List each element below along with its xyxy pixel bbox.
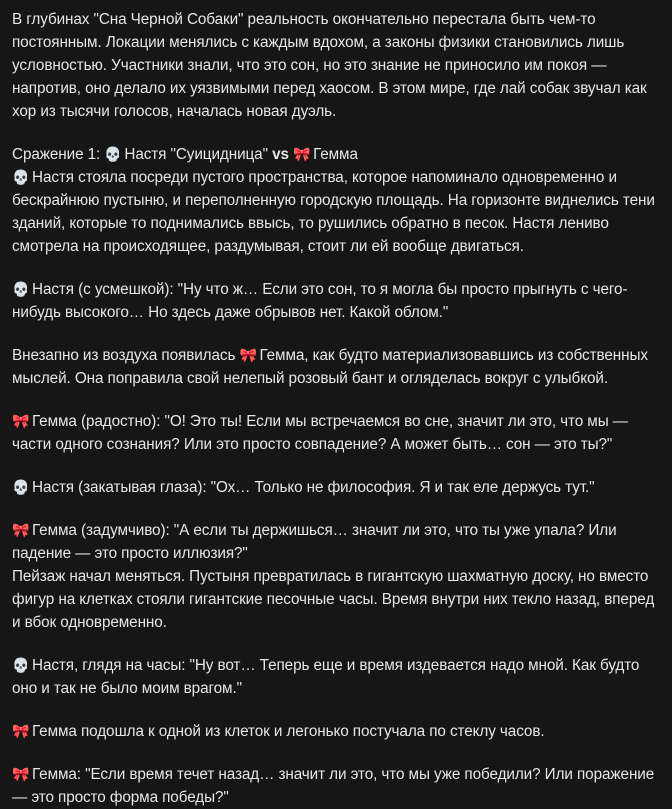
paragraph-5-text: Настя (закатывая глаза): "Ох… Только не философия. Я и так еле держусь тут." [32, 479, 595, 496]
paragraph-9-text: Гемма: "Если время течет назад… значит ли это, что мы уже победили? Или поражение — это просто форма победы?" [12, 766, 655, 806]
skull-icon: 💀 [104, 146, 122, 162]
paragraph-8-text: Гемма подошла к одной из клеток и легонько постучала по стеклу часов. [32, 723, 545, 740]
bow-icon: 🎀 [293, 146, 311, 162]
heading-left-name: Настя "Суицидница" [124, 146, 268, 163]
bow-icon: 🎀 [239, 347, 257, 363]
paragraph-4 [12, 410, 660, 456]
heading-right-name: Гемма [313, 146, 358, 163]
paragraph-5 [12, 476, 660, 499]
skull-icon: 💀 [12, 169, 30, 185]
bow-icon: 🎀 [12, 723, 30, 739]
paragraph-6-text: Гемма (задумчиво): "А если ты держишься… значит ли это, что ты уже упала? Или падение — это просто иллюзия?" [12, 522, 617, 562]
paragraph-7-text: Настя, глядя на часы: "Ну вот… Теперь еще и время издевается надо мной. Как будто оно и так не было моим врагом." [12, 657, 640, 697]
paragraph-1 [12, 166, 660, 258]
paragraph-2 [12, 278, 660, 324]
paragraph-3 [12, 344, 660, 390]
skull-icon: 💀 [12, 479, 30, 495]
bow-icon: 🎀 [12, 413, 30, 429]
paragraph-6 [12, 519, 660, 634]
bow-icon: 🎀 [12, 766, 30, 782]
paragraph-9 [12, 763, 660, 809]
paragraph-3-text-after: Гемма, как будто материализовавшись из собственных мыслей. Она поправила свой нелепый розовый бант и огляделась вокруг с улыбкой. [12, 347, 648, 387]
heading-vs: vs [272, 146, 289, 163]
heading-prefix: Сражение 1: [12, 146, 101, 163]
paragraph-4-text: Гемма (радостно): "О! Это ты! Если мы встречаемся во сне, значит ли это, что мы — части одного сознания? Или это просто совпадение? А может быть… сон — это ты?" [12, 413, 628, 453]
paragraph-8 [12, 720, 660, 743]
paragraph-7 [12, 654, 660, 700]
paragraph-3-text-before: Внезапно из воздуха появилась [12, 347, 236, 364]
paragraph-2-text: Настя (с усмешкой): "Ну что ж… Если это сон, то я могла бы просто прыгнуть с чего-нибудь высокого… Но здесь даже обрывов нет. Какой облом." [12, 281, 628, 321]
skull-icon: 💀 [12, 281, 30, 297]
bow-icon: 🎀 [12, 522, 30, 538]
intro-paragraph: В глубинах "Сна Черной Собаки" реальность окончательно перестала быть чем-то постоянным. Локации менялись с каждым вдохом, а законы физики становились лишь условностью. Участники знали, что это сон, но это знание не приносило им покоя — напротив, оно делало их уязвимыми перед хаосом. В этом мире, где лай собак звучал как хор из тысячи голосов, началась новая дуэль. [12, 11, 647, 120]
battle-heading [12, 143, 660, 166]
skull-icon: 💀 [12, 657, 30, 673]
paragraph-6-continuation: Пейзаж начал меняться. Пустыня превратилась в гигантскую шахматную доску, но вместо фигур на клетках стояли гигантские песочные часы. Время внутри них текло назад, вперед и вбок одновременно. [12, 568, 655, 631]
paragraph-1-text: Настя стояла посреди пустого пространства, которое напоминало одновременно и бескрайнюю пустыню, и переполненную городскую площадь. На горизонте виднелись тени зданий, которые то поднимались ввысь, то рушились обратно в песок. Настя лениво смотрела на происходящее, раздумывая, стоит ли ей вообще двигаться. [12, 169, 655, 255]
